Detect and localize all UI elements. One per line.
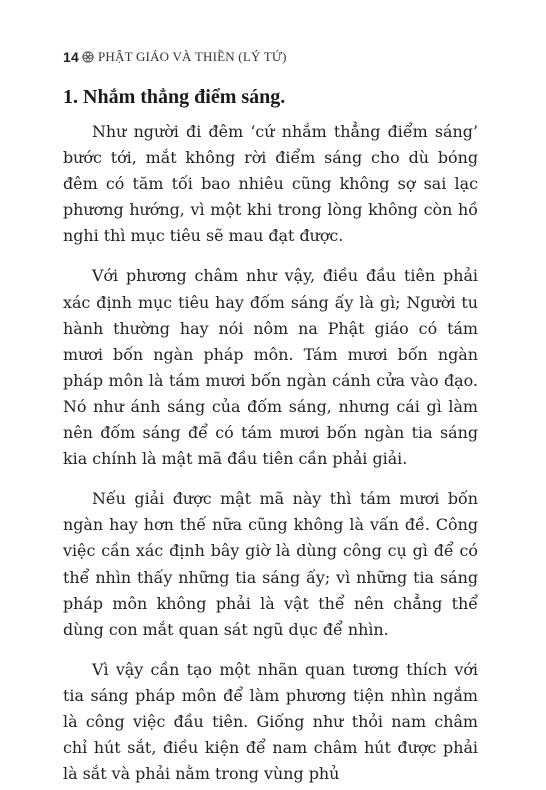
section-heading: 1. Nhắm thẳng điểm sáng. (63, 86, 286, 108)
paragraph-2: Với phương châm như vậy, điều đầu tiên phải xác định mục tiêu hay đốm sáng ấy là gì; Người tu hành thường hay nói nôm na Phật giáo có tám mươi bốn ngàn pháp môn. Tám mươi bốn ngàn pháp môn là tám mươi bốn ngàn cánh cửa vào đạo. Nó như ánh sáng của đốm sáng, nhưng cái gì làm nên đốm sáng để có tám mươi bốn ngàn tia sáng kia chính là mật mã đầu tiên cần phải giải. (63, 266, 478, 469)
running-title: PHẬT GIÁO VÀ THIỀN (LÝ TỨ) (97, 49, 287, 64)
paragraph-1: Như người đi đêm ‘cứ nhắm thẳng điểm sáng’ bước tới, mắt không rời điểm sáng cho dù bóng đêm có tăm tối bao nhiêu cũng không sợ sai lạc phương hướng, vì một khi trong lòng không còn hồ nghi thì mục tiêu sẽ mau đạt được. (63, 122, 478, 246)
page-number: 14 (63, 49, 79, 65)
body-text (63, 119, 478, 787)
paragraph-3: Nếu giải được mật mã này thì tám mươi bốn ngàn hay hơn thế nữa cũng không là vấn đề. Công việc cần xác định bây giờ là dùng công cụ gì để có thể nhìn thấy những tia sáng ấy; vì những tia sáng pháp môn không phải là vật thể nên chẳng thể dùng con mắt quan sát ngũ dục để nhìn. (63, 489, 478, 639)
running-header (63, 47, 287, 67)
paragraph-4: Vì vậy cần tạo một nhãn quan tương thích với tia sáng pháp môn để làm phương tiện nhìn ngắm là công việc đầu tiên. Giống như thỏi nam châm chỉ hút sắt, điều kiện để nam châm hút được phải là sắt và phải nằm trong vùng phủ (63, 659, 478, 784)
flower-icon (82, 51, 94, 63)
